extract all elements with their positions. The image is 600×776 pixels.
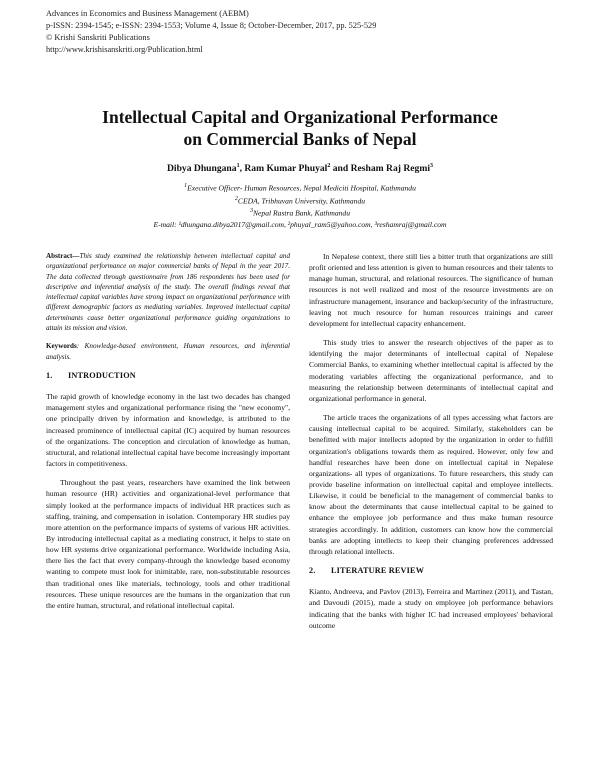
affiliation-1: $^1$Executive Officer- Human Resources, Nepal Mediciti Hospital, Kathmandu bbox=[184, 183, 416, 193]
keywords bbox=[46, 341, 290, 362]
abstract-label: Abstract— bbox=[46, 252, 80, 260]
abstract-text: This study examined the relationship between intellectual capital and organizational performance on major commercial banks of Nepal in the year 2017. The data collected through questionnaire from 186 respondents has been used for descriptive and inferential analysis of the study. The overall findings reveal that intellectual capital variables have strong impact on organizational performance with different demographic factors as mediating variables. Improved intellectual capital determinants cause better organizational performance guiding organizations to attain its mission and vision. bbox=[46, 252, 290, 333]
right-column bbox=[309, 251, 553, 639]
author-sep-2: and bbox=[330, 163, 351, 175]
author-3-sup: 3 bbox=[430, 163, 434, 169]
author-2-sup: 2 bbox=[327, 163, 331, 169]
journal-name: Advances in Economics and Business Management (AEBM) bbox=[46, 9, 249, 18]
author-3: Resham Raj Regmi bbox=[350, 163, 431, 175]
abstract bbox=[46, 251, 290, 333]
copyright-line: © Krishi Sanskriti Publications bbox=[46, 33, 150, 42]
intro-paragraph-1: The rapid growth of knowledge economy in the last two decades has changed management styles and organizational performance rising the "new economy", one principally driven by information and knowledge, is attributed to the increased prominence of intellectual capital (IC) acquired by human resources of the organizations. The conception and circulation of knowledge as human, structural, and relational intellectual capital have become increasingly important factors in competitiveness. bbox=[46, 392, 290, 469]
author-1-sup: 1 bbox=[236, 163, 240, 169]
literature-paragraph-1: Kianto, Andreeva, and Pavlov (2013), Ferreira and Martinez (2011), and Tastan, and Davoudi (2015), made a study on employee job performance behaviors indicating that the banks with higher IC had increased employees' behavioral outcome bbox=[309, 587, 553, 630]
email-line: E-mail: ¹dhungana.dibya2017@gmail.com, ²phuyal_ram5@yahoo.com, ³reshamraj@gmail.com bbox=[153, 219, 447, 229]
title-line-2: on Commercial Banks of Nepal bbox=[183, 129, 417, 149]
keywords-label: Keywords bbox=[46, 342, 77, 351]
publication-url: http://www.krishisanskriti.org/Publication.html bbox=[46, 45, 203, 54]
introduction-heading: 1. INTRODUCTION bbox=[46, 370, 136, 380]
intro-paragraph-2: Throughout the past years, researchers have examined the link between human resource (HR) activities and organizational-level performance that simply looked at the performance impacts of individual HR practices such as staffing, training, and compensation in isolation. Contemporary HR studies pay more attention on the performance impacts of systems of various HR activities. By introducing intellectual capital as a mediating construct, it helps to state on how HR systems drive organizational performance. Worldwide including Asia, there lies the fact that every company-through the knowledge based economy wanting to compete must look for inimitable, rare, non-substitutable resources than traditional ones like materials, technology, tools and other traditional resources. These unique resources are the humans in the organization that run the entire human, structural, and relational intellectual capital. bbox=[46, 478, 290, 610]
title-line-1: Intellectual Capital and Organizational Performance bbox=[102, 107, 498, 127]
literature-review-heading: 2. LITERATURE REVIEW bbox=[309, 566, 425, 576]
right-paragraph-1: In Nepalese context, there still lies a bitter truth that organizations are still profit oriented and less attention is given to human resources and their talents to manage human, structural, and relational resources. The significance of human resources is not well realized and most of the resource investments are on infrastructure management, insurance and backup/security of the infrastructure, leaving not much resource for human resources trainings and career development for intellectual capacity enhancement. bbox=[309, 252, 553, 328]
keywords-text: : Knowledge-based environment, Human resources, and inferential analysis. bbox=[46, 342, 290, 361]
right-paragraph-2: This study tries to answer the research objectives of the paper as to identifying the major determinants of intellectual capital of Nepalese Commercial Banks, to examining whether intellectual capital is affected by the moderating variables affecting the organizational performance, and to measuring the relationship between determinants of intellectual capital and organizational performance in general. bbox=[309, 338, 553, 403]
affiliations bbox=[0, 181, 600, 230]
author-sep-1: , bbox=[239, 163, 245, 175]
author-1: Dibya Dhungana bbox=[166, 163, 237, 175]
right-paragraph-3: The article traces the organizations of all types accessing what factors are causing intellectual capital to be acquired. Similarly, stakeholders can be benefitted with major intellects adopted by the organization in order to fulfill organization's obligations towards them as required. However, only few and handful researches have been done on intellectual capital in Nepalese organizations- all types of organizations. To future researchers, this study can provide baseline information on intellectual capital and employee intellects. Likewise, it could be beneficial to the management of commercial banks to know about the determinants that cause intellectual capital to be gained to enhance the employee job performance and thus make human resource strategies accordingly. In addition, customers can know how the commercial banks are adopting intellects to keep their changing preferences addressed through relational intellects. bbox=[309, 413, 553, 556]
left-column bbox=[46, 251, 290, 619]
issn-line: p-ISSN: 2394-1545; e-ISSN: 2394-1553; Volume 4, Issue 8; October-December, 2017, pp. 525-529 bbox=[46, 21, 377, 30]
author-list bbox=[0, 163, 600, 174]
paper-title bbox=[0, 106, 600, 150]
affiliation-3: $^3$Nepal Rastra Bank, Kathmandu bbox=[249, 208, 351, 218]
affiliation-2: $^2$CEDA, Tribhuvan University, Kathmandu bbox=[234, 195, 366, 206]
journal-header bbox=[46, 8, 376, 56]
author-2: Ram Kumar Phuyal bbox=[244, 163, 328, 175]
